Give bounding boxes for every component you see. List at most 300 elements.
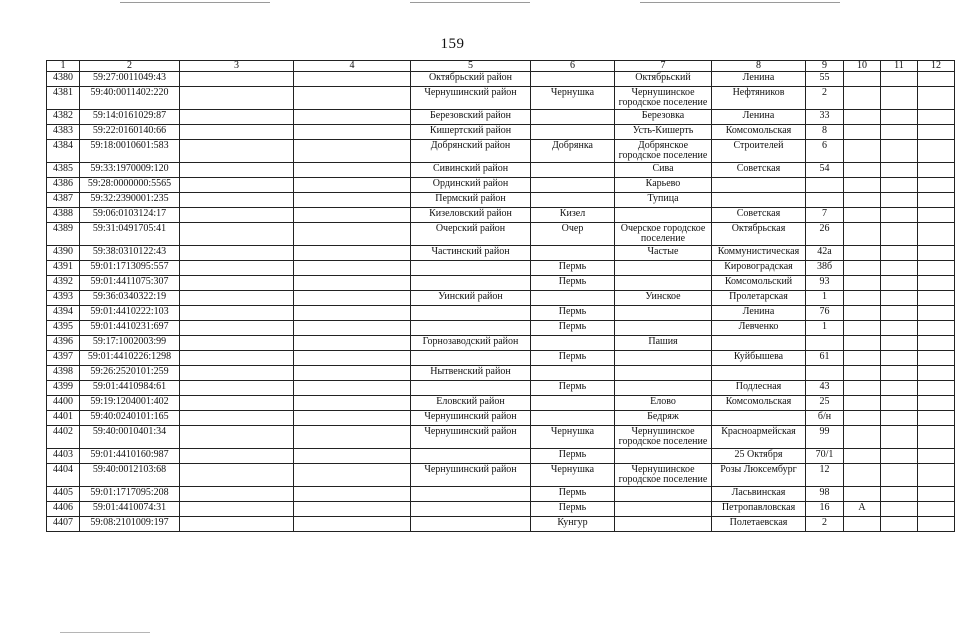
table-cell (881, 261, 918, 276)
table-cell: 61 (806, 351, 844, 366)
table-cell: Еловский район (411, 396, 531, 411)
table-cell: Октябрьский (615, 72, 712, 87)
table-cell (806, 193, 844, 208)
table-cell (918, 87, 955, 110)
table-cell: б/н (806, 411, 844, 426)
table-cell: 76 (806, 306, 844, 321)
table-cell (881, 381, 918, 396)
table-cell: Пермь (531, 381, 615, 396)
table-row (47, 261, 955, 276)
table-cell (180, 487, 294, 502)
table-cell (294, 396, 411, 411)
table-cell: Левченко (712, 321, 806, 336)
table-cell (180, 291, 294, 306)
table-cell (531, 246, 615, 261)
table-cell: 59:18:0010601:583 (80, 140, 180, 163)
table-cell: 59:01:4410160:987 (80, 449, 180, 464)
table-cell (531, 336, 615, 351)
table-cell (294, 351, 411, 366)
table-cell (881, 87, 918, 110)
table-cell (881, 140, 918, 163)
table-cell: Пермь (531, 261, 615, 276)
table-cell (844, 125, 881, 140)
table-cell (844, 381, 881, 396)
table-cell (294, 291, 411, 306)
column-header: 1 (47, 61, 80, 72)
table-cell: Чернушка (531, 87, 615, 110)
table-cell (180, 351, 294, 366)
table-cell (180, 502, 294, 517)
table-cell (844, 246, 881, 261)
table-cell (180, 411, 294, 426)
table-cell (411, 487, 531, 502)
table-cell: 59:08:2101009:197 (80, 517, 180, 532)
table-cell (844, 336, 881, 351)
table-row (47, 110, 955, 125)
table-cell: Ласьвинская (712, 487, 806, 502)
table-cell (881, 163, 918, 178)
table-cell (411, 276, 531, 291)
table-cell (180, 208, 294, 223)
table-cell (294, 411, 411, 426)
table-cell (180, 396, 294, 411)
column-header: 9 (806, 61, 844, 72)
table-cell: Комсомольский (712, 276, 806, 291)
table-cell: 4403 (47, 449, 80, 464)
table-row (47, 381, 955, 396)
table-cell (844, 487, 881, 502)
table-cell (881, 366, 918, 381)
table-cell: 4397 (47, 351, 80, 366)
table-cell (918, 336, 955, 351)
table-cell: Комсомольская (712, 396, 806, 411)
table-cell (294, 246, 411, 261)
table-cell (531, 411, 615, 426)
table-cell (844, 208, 881, 223)
table-cell (615, 381, 712, 396)
table-cell (881, 351, 918, 366)
table-cell (294, 306, 411, 321)
table-cell: Бедряж (615, 411, 712, 426)
table-cell (180, 163, 294, 178)
table-cell (180, 517, 294, 532)
table-cell: Кировоградская (712, 261, 806, 276)
table-cell (294, 449, 411, 464)
table-cell (918, 72, 955, 87)
table-cell: 59:01:4410231:697 (80, 321, 180, 336)
table-cell (844, 72, 881, 87)
table-row (47, 396, 955, 411)
table-cell: 4385 (47, 163, 80, 178)
table-cell: 25 Октября (712, 449, 806, 464)
table-cell: 4395 (47, 321, 80, 336)
table-cell (294, 381, 411, 396)
table-body (47, 61, 955, 532)
table-cell (844, 291, 881, 306)
table-row (47, 487, 955, 502)
table-cell: 4380 (47, 72, 80, 87)
column-header: 2 (80, 61, 180, 72)
table-cell (294, 321, 411, 336)
table-cell: Карьево (615, 178, 712, 193)
table-cell (918, 140, 955, 163)
table-cell: 1 (806, 321, 844, 336)
table-cell (180, 140, 294, 163)
table-cell: 4386 (47, 178, 80, 193)
table-cell (918, 261, 955, 276)
table-cell: Горнозаводский район (411, 336, 531, 351)
table-row (47, 223, 955, 246)
top-rule-center (410, 2, 530, 3)
table-cell (615, 306, 712, 321)
table-cell: Советская (712, 163, 806, 178)
table-cell (918, 321, 955, 336)
table-cell: 4387 (47, 193, 80, 208)
table-cell (294, 163, 411, 178)
table-cell (294, 208, 411, 223)
table-row (47, 366, 955, 381)
table-cell: Очерское городское поселение (615, 223, 712, 246)
table-cell: 59:22:0160140:66 (80, 125, 180, 140)
table-cell (918, 291, 955, 306)
table-cell (531, 193, 615, 208)
table-cell (881, 125, 918, 140)
table-cell: 4402 (47, 426, 80, 449)
table-cell: 59:01:4410226:1298 (80, 351, 180, 366)
table-cell: 7 (806, 208, 844, 223)
table-cell (918, 381, 955, 396)
table-cell: 42а (806, 246, 844, 261)
table-cell (881, 276, 918, 291)
table-cell (918, 426, 955, 449)
table-cell (531, 125, 615, 140)
table-cell: Чернушинское городское поселение (615, 426, 712, 449)
table-cell: 4388 (47, 208, 80, 223)
table-cell: 59:27:0011049:43 (80, 72, 180, 87)
table-cell (411, 321, 531, 336)
table-cell (844, 261, 881, 276)
table-row (47, 246, 955, 261)
table-cell (844, 276, 881, 291)
table-cell (180, 449, 294, 464)
table-cell: 4392 (47, 276, 80, 291)
table-cell: Чернушинский район (411, 411, 531, 426)
table-cell: 59:40:0010401:34 (80, 426, 180, 449)
table-cell: 4382 (47, 110, 80, 125)
header-row (47, 61, 955, 72)
table-cell (918, 306, 955, 321)
table-cell (806, 336, 844, 351)
table-cell (918, 411, 955, 426)
table-cell: Пермский район (411, 193, 531, 208)
table-cell (918, 366, 955, 381)
table-cell: Тупица (615, 193, 712, 208)
table-cell: 4394 (47, 306, 80, 321)
table-cell (844, 426, 881, 449)
table-row (47, 140, 955, 163)
table-cell: Кизеловский район (411, 208, 531, 223)
table-cell: 59:28:0000000:5565 (80, 178, 180, 193)
table-cell: Чернушинский район (411, 464, 531, 487)
table-cell: Очер (531, 223, 615, 246)
table-cell: Кизел (531, 208, 615, 223)
table-cell (294, 464, 411, 487)
table-cell: 93 (806, 276, 844, 291)
table-cell: 4396 (47, 336, 80, 351)
table-cell (881, 517, 918, 532)
table-cell (294, 366, 411, 381)
table-cell (844, 178, 881, 193)
table-cell: Березовский район (411, 110, 531, 125)
table-cell: 38б (806, 261, 844, 276)
table-cell (712, 193, 806, 208)
table-cell (712, 366, 806, 381)
table-cell: 4406 (47, 502, 80, 517)
table-cell: Елово (615, 396, 712, 411)
table-cell: Нытвенский район (411, 366, 531, 381)
table-cell: 4389 (47, 223, 80, 246)
table-cell: Строителей (712, 140, 806, 163)
table-cell (881, 487, 918, 502)
table-cell (411, 261, 531, 276)
table-cell: 26 (806, 223, 844, 246)
table-cell (881, 306, 918, 321)
table-cell: 12 (806, 464, 844, 487)
table-cell: Ленина (712, 110, 806, 125)
table-cell (881, 396, 918, 411)
table-cell (180, 178, 294, 193)
table-cell: Частые (615, 246, 712, 261)
table-cell (615, 449, 712, 464)
table-cell: 59:01:4410984:61 (80, 381, 180, 396)
table-cell (411, 502, 531, 517)
table-cell: Чернушка (531, 426, 615, 449)
table-cell: 43 (806, 381, 844, 396)
table-cell (615, 487, 712, 502)
table-cell (180, 223, 294, 246)
table-cell (531, 72, 615, 87)
registry-table (46, 60, 955, 532)
table-cell: 4391 (47, 261, 80, 276)
table-cell: Розы Люксембург (712, 464, 806, 487)
table-cell: 4390 (47, 246, 80, 261)
table-cell (294, 336, 411, 351)
table-cell (918, 517, 955, 532)
table-cell (712, 411, 806, 426)
table-row (47, 193, 955, 208)
table-cell (180, 110, 294, 125)
table-cell (531, 291, 615, 306)
table-cell (180, 261, 294, 276)
table-cell (844, 449, 881, 464)
table-cell: Куйбышева (712, 351, 806, 366)
table-cell (844, 223, 881, 246)
table-cell (531, 163, 615, 178)
table-cell (294, 178, 411, 193)
table-cell: 59:01:1713095:557 (80, 261, 180, 276)
table-cell (615, 517, 712, 532)
table-cell: Уинское (615, 291, 712, 306)
column-header: 6 (531, 61, 615, 72)
table-cell (180, 464, 294, 487)
table-cell (918, 178, 955, 193)
column-header: 8 (712, 61, 806, 72)
table-cell (180, 366, 294, 381)
table-cell (918, 464, 955, 487)
table-cell: 70/1 (806, 449, 844, 464)
table-row (47, 291, 955, 306)
table-cell: 59:19:1204001:402 (80, 396, 180, 411)
table-cell (844, 464, 881, 487)
table-row (47, 336, 955, 351)
table-cell: Чернушинский район (411, 426, 531, 449)
table-cell: 4407 (47, 517, 80, 532)
table-cell (844, 351, 881, 366)
table-cell (918, 208, 955, 223)
table-cell (918, 223, 955, 246)
table-cell: Чернушинское городское поселение (615, 464, 712, 487)
table-cell (615, 261, 712, 276)
table-cell (411, 351, 531, 366)
table-cell (411, 449, 531, 464)
table-cell: Ленина (712, 72, 806, 87)
table-cell (294, 502, 411, 517)
table-cell (881, 336, 918, 351)
table-cell: 59:40:0012103:68 (80, 464, 180, 487)
table-cell: 59:38:0310122:43 (80, 246, 180, 261)
table-cell (615, 276, 712, 291)
table-cell (844, 87, 881, 110)
table-cell: 99 (806, 426, 844, 449)
table-cell: Добрянское городское поселение (615, 140, 712, 163)
table-cell (918, 396, 955, 411)
table-cell (615, 502, 712, 517)
table-cell: Пермь (531, 502, 615, 517)
table-cell: 59:33:1970009:120 (80, 163, 180, 178)
table-row (47, 276, 955, 291)
table-cell (180, 426, 294, 449)
table-cell (881, 110, 918, 125)
table-cell (881, 426, 918, 449)
table-cell (881, 411, 918, 426)
table-cell: 54 (806, 163, 844, 178)
column-header: 11 (881, 61, 918, 72)
table-cell: Очерский район (411, 223, 531, 246)
table-cell (918, 487, 955, 502)
table-cell (294, 125, 411, 140)
table-row (47, 125, 955, 140)
table-cell: 4398 (47, 366, 80, 381)
table-cell (881, 291, 918, 306)
table-cell: Петропавловская (712, 502, 806, 517)
table-cell: Пермь (531, 449, 615, 464)
table-cell (615, 351, 712, 366)
table-cell: 33 (806, 110, 844, 125)
table-cell: 98 (806, 487, 844, 502)
table-cell (918, 502, 955, 517)
table-cell: 16 (806, 502, 844, 517)
table-cell (806, 366, 844, 381)
table-cell: Ленина (712, 306, 806, 321)
table-cell: Красноармейская (712, 426, 806, 449)
table-row (47, 163, 955, 178)
table-cell: А (844, 502, 881, 517)
table-cell (881, 193, 918, 208)
table-cell (180, 336, 294, 351)
table-cell (411, 306, 531, 321)
table-cell: 4404 (47, 464, 80, 487)
table-cell: 4399 (47, 381, 80, 396)
table-cell: 59:36:0340322:19 (80, 291, 180, 306)
table-cell (881, 464, 918, 487)
table-cell: Чернушинское городское поселение (615, 87, 712, 110)
table-cell (180, 306, 294, 321)
table-cell: 55 (806, 72, 844, 87)
table-cell: 59:01:4410074:31 (80, 502, 180, 517)
table-cell (615, 208, 712, 223)
table-cell: 59:31:0491705:41 (80, 223, 180, 246)
table-cell (881, 208, 918, 223)
table-cell: 59:06:0103124:17 (80, 208, 180, 223)
table-cell (531, 178, 615, 193)
table-cell: 59:01:4411075:307 (80, 276, 180, 291)
table-cell (844, 366, 881, 381)
table-row (47, 517, 955, 532)
table-cell (844, 411, 881, 426)
table-row (47, 426, 955, 449)
table-cell (411, 517, 531, 532)
table-cell (881, 321, 918, 336)
table-cell (180, 321, 294, 336)
table-cell (844, 306, 881, 321)
table-cell: Пермь (531, 306, 615, 321)
table-cell: Березовка (615, 110, 712, 125)
table-cell (411, 381, 531, 396)
table-cell (180, 246, 294, 261)
table-row (47, 502, 955, 517)
table-cell: 25 (806, 396, 844, 411)
table-cell (294, 87, 411, 110)
table-cell (712, 178, 806, 193)
table-cell (844, 140, 881, 163)
table-cell: 2 (806, 87, 844, 110)
table-cell (294, 193, 411, 208)
table-cell: 8 (806, 125, 844, 140)
table-cell (844, 193, 881, 208)
table-cell: Добрянка (531, 140, 615, 163)
table-cell (294, 261, 411, 276)
table-cell: Уинский район (411, 291, 531, 306)
table-cell (294, 72, 411, 87)
table-cell (180, 72, 294, 87)
table-cell: Усть-Кишерть (615, 125, 712, 140)
table-row (47, 87, 955, 110)
table-row (47, 411, 955, 426)
column-header: 7 (615, 61, 712, 72)
table-cell: Пермь (531, 351, 615, 366)
table-cell: 4381 (47, 87, 80, 110)
column-header: 3 (180, 61, 294, 72)
table-row (47, 321, 955, 336)
table-cell: 59:40:0240101:165 (80, 411, 180, 426)
table-cell (294, 517, 411, 532)
table-cell: 59:14:0161029:87 (80, 110, 180, 125)
table-row (47, 208, 955, 223)
table-cell: 4393 (47, 291, 80, 306)
table-cell: Сива (615, 163, 712, 178)
table-cell: 6 (806, 140, 844, 163)
table-cell: 59:40:0011402:220 (80, 87, 180, 110)
